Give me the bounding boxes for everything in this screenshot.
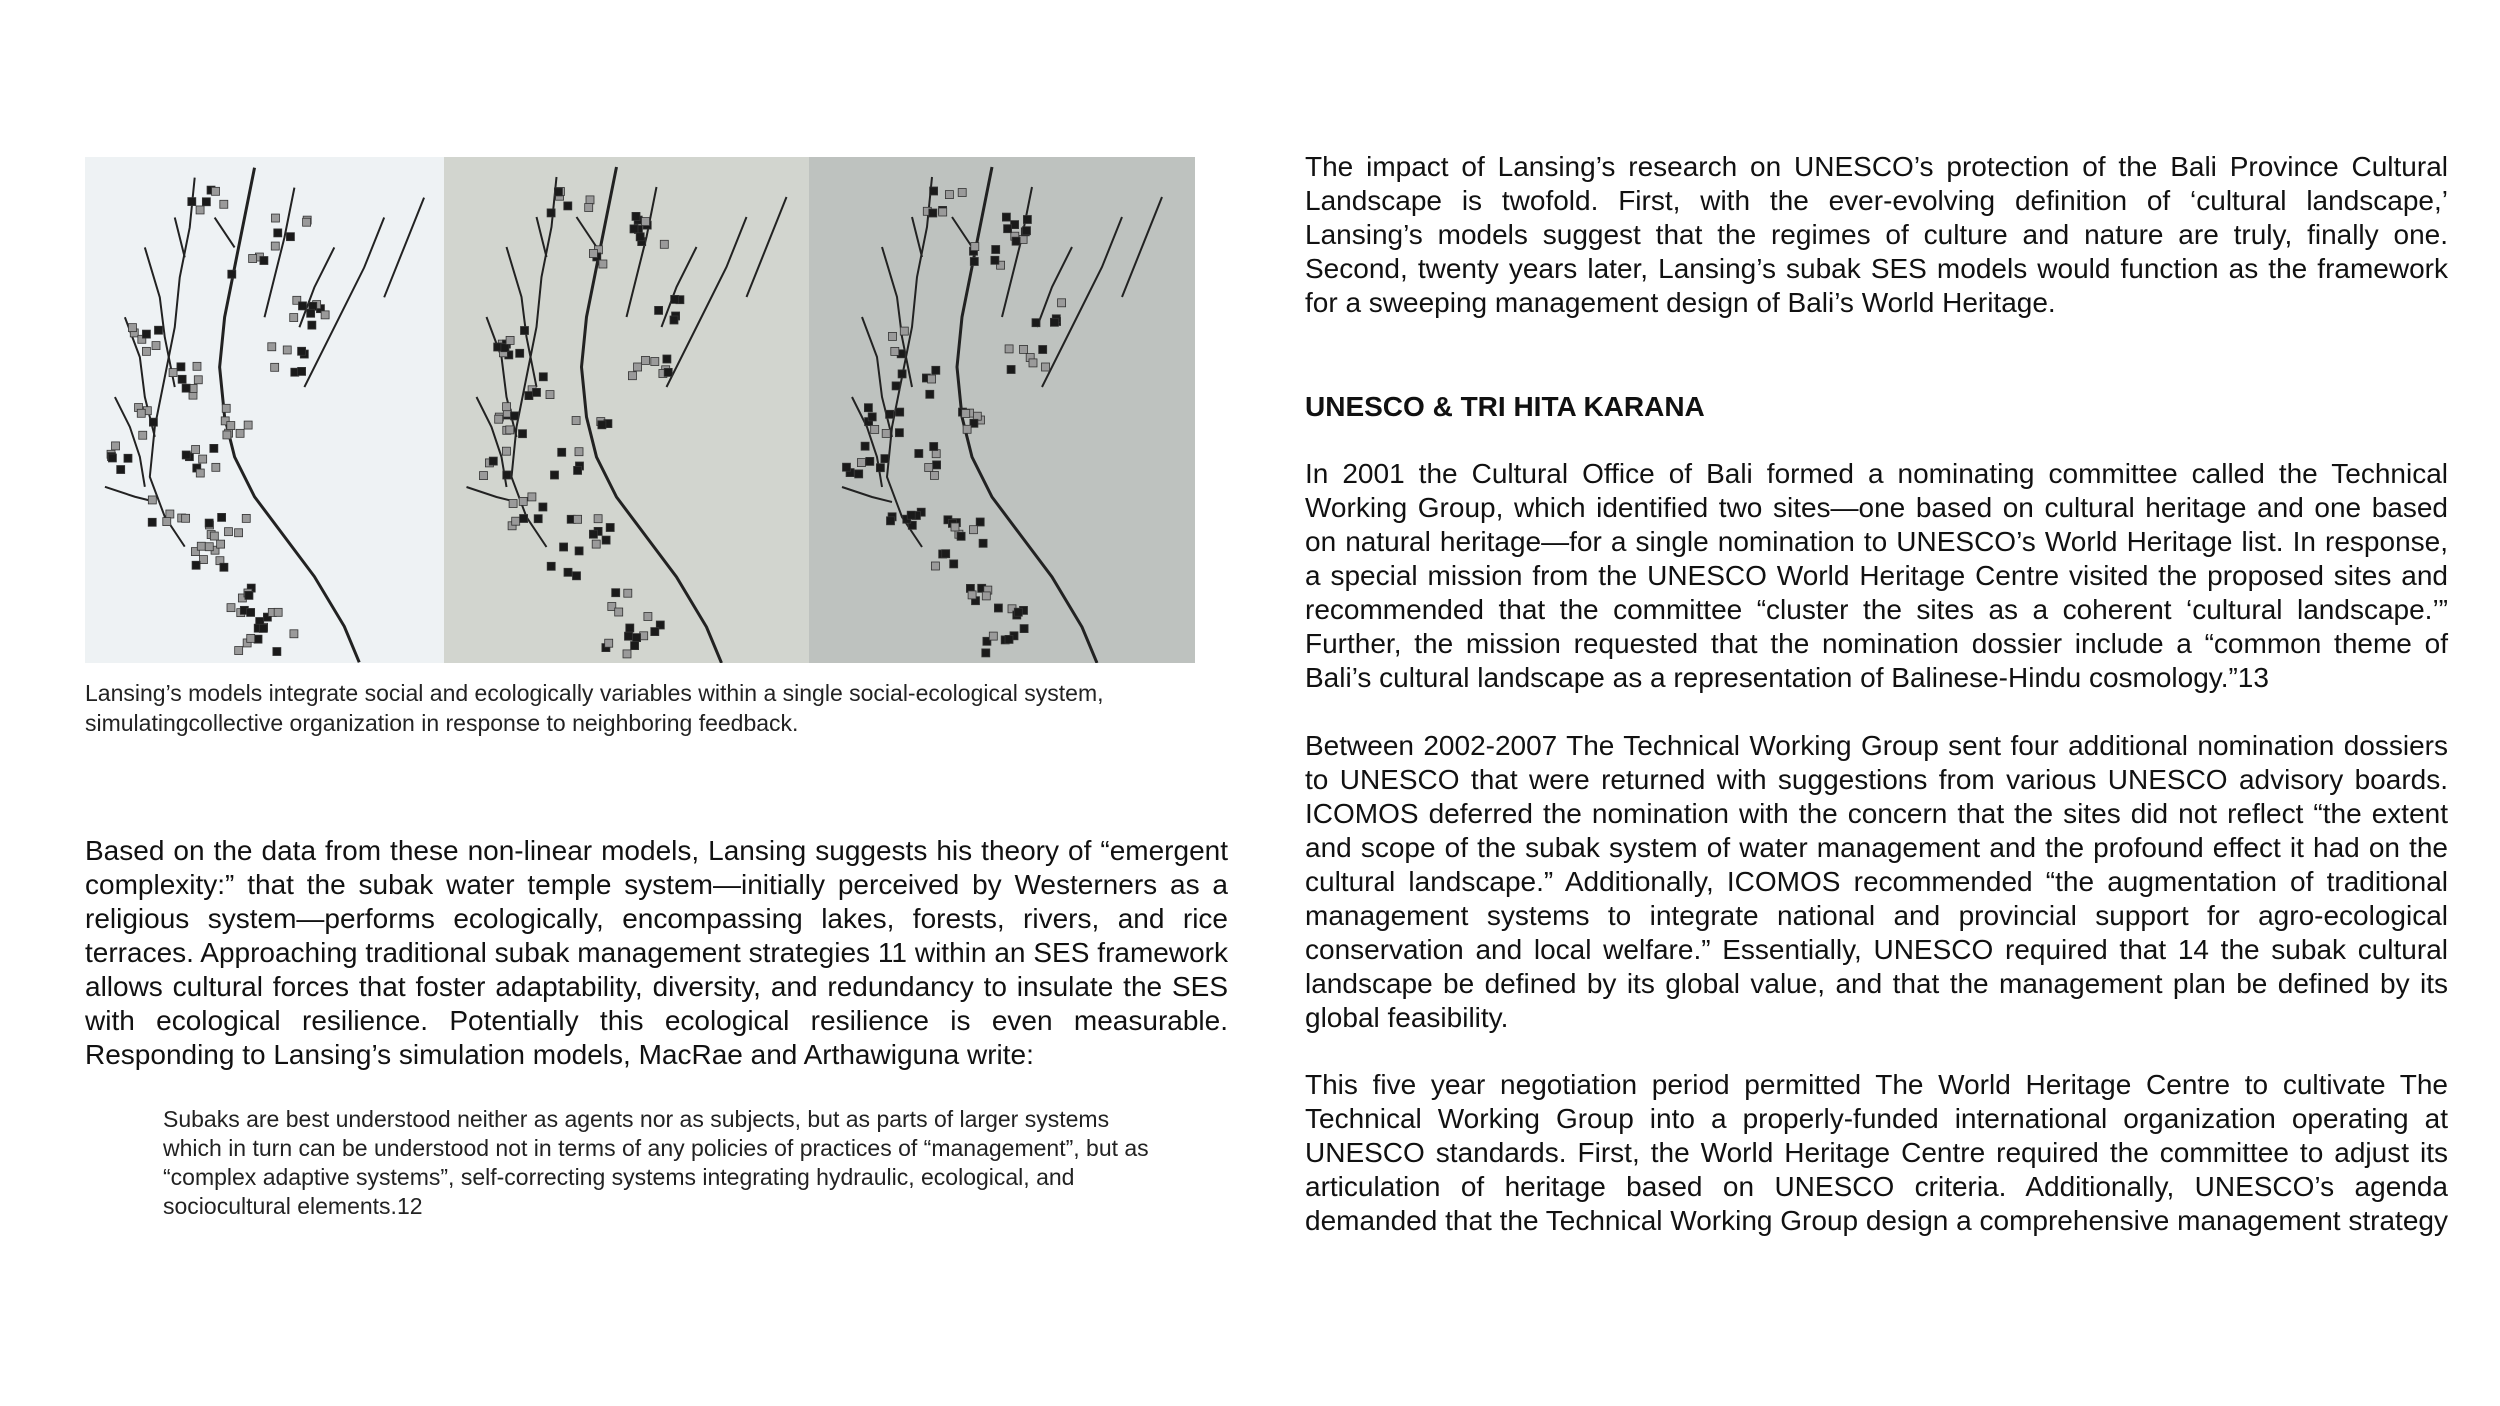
river-line (512, 177, 557, 547)
subak-square (1007, 366, 1015, 374)
subak-square (982, 592, 990, 600)
subak-square (533, 388, 541, 396)
subak-square (210, 444, 218, 452)
subak-square (970, 258, 978, 266)
subak-square (178, 375, 186, 383)
subak-square (626, 624, 634, 632)
subak-square (932, 450, 940, 458)
subak-square (298, 367, 306, 375)
river-line (175, 218, 185, 258)
subak-square (864, 404, 872, 412)
subak-square (586, 196, 594, 204)
left-body-paragraph: Based on the data from these non-linear models, Lansing suggests his theory of “emergent complexity:” that the subak water temple system—initially perceived by Westerners as a religious system—performs ecologically, encompassing lakes, forests, rivers, and rice terraces. Approaching traditional subak management strategies 11 within an SES framework allows cultural forces that foster adaptability, diversity, and redundancy to insulate the SES with ecological resilience. Potentially this ecological resilience is even measurable. Responding to Lansing’s simulation models, MacRae and Arthawiguna write: (85, 835, 1228, 1070)
subak-square (930, 471, 938, 479)
subak-square (1050, 318, 1058, 326)
subak-square (220, 200, 228, 208)
river-line (384, 198, 424, 298)
river-line (1122, 197, 1162, 297)
subak-square (235, 529, 243, 537)
subak-square (177, 363, 185, 371)
subak-square (554, 188, 562, 196)
subak-square (247, 608, 255, 616)
subak-square (245, 591, 253, 599)
subak-square (494, 343, 502, 351)
subak-square (194, 376, 202, 384)
subak-square (152, 342, 160, 350)
subak-square (512, 517, 520, 525)
subak-square (971, 243, 979, 251)
subak-square (624, 589, 632, 597)
river-line (215, 218, 235, 248)
subak-square (539, 373, 547, 381)
subak-square (876, 464, 884, 472)
subak-square (547, 209, 555, 217)
subak-square (900, 327, 908, 335)
subak-square (970, 526, 978, 534)
subak-square (564, 202, 572, 210)
subak-square (857, 459, 865, 467)
subak-square (202, 198, 210, 206)
river-network-map-3 (809, 157, 1195, 663)
subak-square (244, 421, 252, 429)
subak-square (503, 471, 511, 479)
subak-square (895, 429, 903, 437)
subak-square (599, 260, 607, 268)
river-line (1002, 187, 1032, 317)
subak-square (636, 233, 644, 241)
subak-square (628, 372, 636, 380)
subak-square (950, 560, 958, 568)
subak-square (939, 208, 947, 216)
subak-square (260, 257, 268, 265)
river-network-map-2 (444, 157, 809, 663)
subak-square (551, 471, 559, 479)
subak-square (192, 561, 200, 569)
river-line (627, 187, 657, 317)
subak-square (644, 613, 652, 621)
subak-square (286, 233, 294, 241)
subak-square (182, 384, 190, 392)
subak-square (268, 343, 276, 351)
subak-square (602, 536, 610, 544)
subak-square (249, 255, 257, 263)
subak-square (212, 187, 220, 195)
river-line (1042, 217, 1122, 387)
subak-square (199, 556, 207, 564)
subak-square (642, 356, 650, 364)
subak-square (925, 464, 933, 472)
river-line (220, 168, 360, 663)
subak-square (137, 409, 145, 417)
subak-square (128, 324, 136, 332)
subak-square (881, 455, 889, 463)
subak-square (516, 349, 524, 357)
paragraph-2: Between 2002-2007 The Technical Working Group sent four additional nomination dossiers to UNESCO that were returned with suggestions from various UNESCO advisory boards. ICOMOS deferred the nomination with the concern that the sites did not reflect “the extent and scope of the subak system of water management and the profound effect it had on the cultural landscape.” Additionally, ICOMOS recommended “the augmentation of traditional management systems to integrate national and provincial support for agro-ecological conservation and local welfare.” Essentially, UNESCO required that 14 the subak cultural landscape be defined by its global value, and that the management plan be defined by its global feasibility. (1305, 730, 2448, 1033)
subak-square (951, 523, 959, 531)
subak-square (273, 648, 281, 656)
river-line (582, 167, 722, 663)
subak-square (182, 514, 190, 522)
subak-square (254, 635, 262, 643)
subak-square (519, 497, 527, 505)
subak-square (1029, 359, 1037, 367)
subak-square (942, 550, 950, 558)
simulation-panel-2 (444, 157, 809, 663)
subak-square (594, 515, 602, 523)
subak-square (205, 543, 213, 551)
subak-square (546, 391, 554, 399)
subak-square (843, 463, 851, 471)
subak-square (227, 604, 235, 612)
subak-square (963, 425, 971, 433)
subak-square (898, 370, 906, 378)
subak-square (655, 306, 663, 314)
subak-square (589, 530, 597, 538)
subak-square (1020, 625, 1028, 633)
subak-square (142, 347, 150, 355)
subak-square (915, 450, 923, 458)
subak-square (271, 214, 279, 222)
subak-square (1012, 237, 1020, 245)
subak-square (1002, 213, 1010, 221)
subak-square (117, 466, 125, 474)
subak-square (205, 519, 213, 527)
subak-square (642, 218, 650, 226)
subak-square (519, 430, 527, 438)
subak-square (968, 591, 976, 599)
subak-square (574, 515, 582, 523)
subak-square (976, 518, 984, 526)
subak-square (182, 451, 190, 459)
subak-square (501, 344, 509, 352)
subak-square (615, 608, 623, 616)
subak-square (1005, 635, 1013, 643)
subak-square (892, 382, 900, 390)
subak-square (225, 528, 233, 536)
subak-square (574, 466, 582, 474)
subak-square (1023, 216, 1031, 224)
river-line (265, 188, 295, 318)
subak-square (592, 540, 600, 548)
subak-square (218, 513, 226, 521)
subak-square (247, 634, 255, 642)
subak-square (298, 347, 306, 355)
simulation-figure (85, 157, 1195, 663)
simulation-panel-3 (809, 157, 1195, 663)
subak-square (299, 302, 307, 310)
subak-square (506, 336, 514, 344)
subak-square (193, 362, 201, 370)
subak-square (199, 455, 207, 463)
subak-square (855, 470, 863, 478)
block-quote: Subaks are best understood neither as agents nor as subjects, but as parts of larger systems which in turn can be understood not in terms of any policies of practices of “management”, but as “complex adaptive systems”, self-correcting systems integrating hydraulic, ecological, and sociocultural elements.12 (163, 1106, 1149, 1219)
subak-square (290, 314, 298, 322)
river-line (537, 217, 547, 257)
subak-square (142, 330, 150, 338)
subak-square (660, 240, 668, 248)
subak-square (274, 229, 282, 237)
subak-square (861, 442, 869, 450)
river-line (952, 217, 972, 247)
subak-square (982, 649, 990, 657)
figure-caption: Lansing’s models integrate social and ecologically variables within a single social-ecological system, simulatingcollective organization in response to neighboring feedback. (85, 680, 1104, 736)
subak-square (573, 572, 581, 580)
subak-square (572, 417, 580, 425)
river-line (105, 487, 155, 502)
river-line (577, 217, 597, 247)
subak-square (630, 225, 638, 233)
subak-square (480, 472, 488, 480)
subak-square (612, 589, 620, 597)
subak-square (633, 634, 641, 642)
subak-square (169, 369, 177, 377)
subak-square (979, 539, 987, 547)
subak-square (210, 532, 218, 540)
subak-square (670, 316, 678, 324)
subak-square (506, 426, 514, 434)
subak-square (148, 518, 156, 526)
subak-square (242, 514, 250, 522)
subak-square (945, 191, 953, 199)
subak-square (930, 187, 938, 195)
subak-square (192, 446, 200, 454)
subak-square (886, 410, 894, 418)
subak-square (930, 443, 938, 451)
subak-square (139, 431, 147, 439)
subak-square (991, 256, 999, 264)
subak-square (188, 198, 196, 206)
river-line (150, 178, 195, 547)
subak-square (1005, 345, 1013, 353)
subak-square (212, 463, 220, 471)
subak-square (575, 547, 583, 555)
subak-square (1014, 608, 1022, 616)
subak-square (585, 204, 593, 212)
subak-square (547, 562, 555, 570)
subak-square (989, 632, 997, 640)
subak-square (521, 327, 529, 335)
subak-square (992, 246, 1000, 254)
subak-square (166, 510, 174, 518)
subak-square (489, 457, 497, 465)
subak-square (1058, 299, 1066, 307)
simulation-panel-1 (85, 157, 444, 663)
subak-square (871, 425, 879, 433)
subak-square (606, 524, 614, 532)
subak-square (933, 461, 941, 469)
river-line (912, 217, 922, 257)
subak-square (889, 332, 897, 340)
subak-square (235, 647, 243, 655)
subak-square (623, 650, 631, 658)
subak-square (502, 447, 510, 455)
subak-square (525, 392, 533, 400)
subak-square (887, 517, 895, 525)
subak-square (308, 321, 316, 329)
subak-square (307, 309, 315, 317)
subak-square (223, 431, 231, 439)
subak-square (651, 628, 659, 636)
intro-paragraph: The impact of Lansing’s research on UNESCO’s protection of the Bali Province Cultural Landscape is twofold. First, with the ever-evolving definition of ‘cultural landscape,’ Lansing’s models suggest that the regimes of culture and nature are truly, finally one. Second, twenty years later, Lansing’s subak SES models would function as the framework for a sweeping management design of Bali’s World Heritage. (1305, 151, 2448, 318)
river-line (882, 247, 912, 387)
subak-square (896, 408, 904, 416)
subak-square (931, 562, 939, 570)
subak-square (868, 413, 876, 421)
subak-square (227, 422, 235, 430)
subak-square (634, 363, 642, 371)
subak-square (528, 493, 536, 501)
subak-square (271, 363, 279, 371)
subak-square (575, 448, 583, 456)
subak-square (994, 604, 1002, 612)
subak-square (1032, 319, 1040, 327)
subak-square (503, 403, 511, 411)
subak-square (651, 358, 659, 366)
subak-square (155, 326, 163, 334)
subak-square (511, 412, 519, 420)
subak-square (236, 429, 244, 437)
subak-square (1023, 227, 1031, 235)
subak-square (148, 496, 156, 504)
subak-square (631, 642, 639, 650)
river-line (145, 247, 175, 387)
subak-square (962, 410, 970, 418)
subak-square (149, 418, 157, 426)
subak-square (932, 366, 940, 374)
subak-square (539, 503, 547, 511)
subak-square (509, 500, 517, 508)
subak-square (495, 415, 503, 423)
river-line (747, 197, 787, 297)
subak-square (928, 375, 936, 383)
subak-square (274, 608, 282, 616)
subak-square (1020, 345, 1028, 353)
subak-square (564, 568, 572, 576)
subak-square (907, 511, 915, 519)
subak-square (197, 542, 205, 550)
subak-square (926, 390, 934, 398)
subak-square (520, 515, 528, 523)
subak-square (228, 270, 236, 278)
subak-square (866, 457, 874, 465)
subak-square (891, 347, 899, 355)
subak-square (259, 624, 267, 632)
river-line (842, 487, 892, 502)
subak-square (957, 532, 965, 540)
subak-square (882, 429, 890, 437)
subak-square (112, 442, 120, 450)
subak-square (625, 632, 633, 640)
subak-square (958, 189, 966, 197)
subak-square (632, 212, 640, 220)
subak-square (321, 311, 329, 319)
subak-square (303, 218, 311, 226)
paragraph-3: This five year negotiation period permitted The World Heritage Centre to cultivate The Technical Working Group into a properly-funded international organization operating at UNESCO standards. First, the World Heritage Centre required the committee to adjust its articulation of heritage based on UNESCO criteria. Additionally, UNESCO’s agenda demanded that the Technical Working Group design a comprehensive management strategy (1305, 1069, 2448, 1236)
river-line (887, 177, 932, 547)
subak-square (598, 421, 606, 429)
subak-square (560, 543, 568, 551)
subak-square (217, 540, 225, 548)
subak-square (605, 639, 613, 647)
subak-square (108, 454, 116, 462)
subak-square (1004, 225, 1012, 233)
subak-square (534, 515, 542, 523)
subak-square (196, 206, 204, 214)
subak-square (589, 250, 597, 258)
subak-square (220, 563, 228, 571)
subak-square (663, 355, 671, 363)
subak-square (222, 404, 230, 412)
river-network-map-1 (85, 157, 444, 663)
subak-square (1042, 363, 1050, 371)
subak-square (558, 448, 566, 456)
subak-square (283, 346, 291, 354)
subak-square (1039, 346, 1047, 354)
subak-square (664, 368, 672, 376)
subak-square (290, 630, 298, 638)
subak-square (124, 454, 132, 462)
subak-square (929, 209, 937, 217)
subak-square (671, 295, 679, 303)
section-heading: UNESCO & TRI HITA KARANA (1305, 391, 1705, 422)
subak-square (196, 469, 204, 477)
river-line (507, 247, 537, 387)
paragraph-1: In 2001 the Cultural Office of Bali formed a nominating committee called the Technical Working Group, which identified two sites—one based on cultural heritage and one based on natural heritage—for a single nomination to UNESCO’s World Heritage list. In response, a special mission from the UNESCO World Heritage Centre visited the proposed sites and recommended that the committee “cluster the sites as a coherent ‘cultural landscape.’” Further, the mission requested that the nomination dossier include a “common theme of Bali’s cultural landscape as a representation of Balinese-Hindu cosmology.”13 (1305, 458, 2448, 693)
subak-square (271, 242, 279, 250)
subak-square (163, 518, 171, 526)
